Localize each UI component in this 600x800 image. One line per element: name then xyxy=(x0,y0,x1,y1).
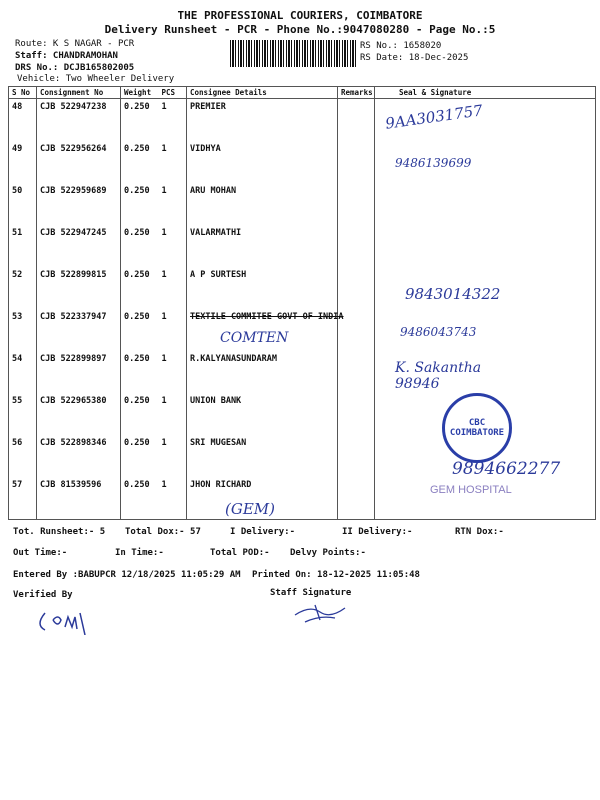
col-weight: Weight xyxy=(121,87,159,99)
row-sno: 51 xyxy=(9,225,37,267)
handwritten-r48: 9AA3031757 xyxy=(384,101,484,133)
row-sno: 52 xyxy=(9,267,37,309)
row-consignment-no: CJB 522947245 xyxy=(37,225,121,267)
row-sno: 54 xyxy=(9,351,37,393)
vehicle: Vehicle: Two Wheeler Delivery xyxy=(17,74,175,84)
printed-on: Printed On: 18-12-2025 11:05:48 xyxy=(252,570,420,580)
row-consignee: ARU MOHAN xyxy=(187,183,338,225)
rs-number: RS No.: 1658020 xyxy=(360,41,442,51)
row-consignee: UNION BANK xyxy=(187,393,338,435)
barcode xyxy=(230,40,358,67)
rs-date: RS Date: 18-Dec-2025 xyxy=(360,53,469,63)
col-sno: S No xyxy=(9,87,37,99)
row-weight: 0.250 xyxy=(121,99,159,142)
row-weight: 0.250 xyxy=(121,267,159,309)
row-weight: 0.250 xyxy=(121,393,159,435)
row-consignment-no: CJB 522959689 xyxy=(37,183,121,225)
union-bank-stamp: CBC COIMBATORE xyxy=(442,393,512,463)
ii-delivery: II Delivery:- xyxy=(342,527,413,537)
row-consignee: VIDHYA xyxy=(187,141,338,183)
in-time: In Time:- xyxy=(115,548,164,558)
col-pcs: PCS xyxy=(159,87,187,99)
row-consignment-no: CJB 522337947 xyxy=(37,309,121,351)
gem-hospital-stamp: GEM HOSPITAL xyxy=(430,484,512,496)
row-pcs: 1 xyxy=(159,477,187,520)
row-sno: 50 xyxy=(9,183,37,225)
verified-by: Verified By xyxy=(13,590,73,600)
row-weight: 0.250 xyxy=(121,309,159,351)
table-row xyxy=(9,99,596,142)
total-dox: Total Dox:- 57 xyxy=(125,527,201,537)
table-row xyxy=(9,309,596,351)
row-pcs: 1 xyxy=(159,183,187,225)
handwritten-r52: 9843014322 xyxy=(405,285,501,303)
route: Route: K S NAGAR - PCR xyxy=(15,39,135,49)
row-consignment-no: CJB 522947238 xyxy=(37,99,121,142)
row-consignment-no: CJB 522899815 xyxy=(37,267,121,309)
row-consignee: SRI MUGESAN xyxy=(187,435,338,477)
row-remarks xyxy=(338,141,375,183)
row-pcs: 1 xyxy=(159,309,187,351)
handwritten-r53a: COMTEN xyxy=(220,330,289,346)
staff: Staff: CHANDRAMOHAN xyxy=(15,51,118,61)
tot-runsheet: Tot. Runsheet:- 5 xyxy=(13,527,106,537)
row-consignment-no: CJB 81539596 xyxy=(37,477,121,520)
handwritten-r53b: 9486043743 xyxy=(400,325,477,339)
row-pcs: 1 xyxy=(159,435,187,477)
row-consignment-no: CJB 522899897 xyxy=(37,351,121,393)
row-sno: 49 xyxy=(9,141,37,183)
row-weight: 0.250 xyxy=(121,183,159,225)
row-remarks xyxy=(338,183,375,225)
handwritten-r57: (GEM) xyxy=(225,500,275,518)
row-sno: 56 xyxy=(9,435,37,477)
row-consignment-no: CJB 522898346 xyxy=(37,435,121,477)
row-pcs: 1 xyxy=(159,99,187,142)
col-remarks: Remarks xyxy=(338,87,375,99)
row-remarks xyxy=(338,225,375,267)
row-sno: 48 xyxy=(9,99,37,142)
row-remarks xyxy=(338,351,375,393)
row-remarks xyxy=(338,267,375,309)
row-pcs: 1 xyxy=(159,141,187,183)
row-consignee: VALARMATHI xyxy=(187,225,338,267)
row-weight: 0.250 xyxy=(121,225,159,267)
out-time: Out Time:- xyxy=(13,548,68,558)
rtn-dox: RTN Dox:- xyxy=(455,527,504,537)
table-row xyxy=(9,141,596,183)
row-pcs: 1 xyxy=(159,267,187,309)
total-pod: Total POD:- xyxy=(210,548,270,558)
handwritten-r49: 9486139699 xyxy=(395,156,472,170)
drs-number: DRS No.: DCJB165802005 xyxy=(15,63,135,73)
row-consignee: A P SURTESH xyxy=(187,267,338,309)
row-seal-signature xyxy=(375,183,596,225)
row-weight: 0.250 xyxy=(121,477,159,520)
table-row xyxy=(9,351,596,393)
row-pcs: 1 xyxy=(159,393,187,435)
table-row xyxy=(9,225,596,267)
row-weight: 0.250 xyxy=(121,435,159,477)
staff-signature xyxy=(290,600,350,625)
row-consignee: R.KALYANASUNDARAM xyxy=(187,351,338,393)
row-pcs: 1 xyxy=(159,225,187,267)
row-consignee: PREMIER xyxy=(187,99,338,142)
row-sno: 57 xyxy=(9,477,37,520)
company-name: THE PROFESSIONAL COURIERS, COIMBATORE xyxy=(177,9,423,22)
col-consignment: Consignment No xyxy=(37,87,121,99)
table-row xyxy=(9,267,596,309)
row-seal-signature xyxy=(375,225,596,267)
handwritten-r54: K. Sakantha 98946 xyxy=(395,360,482,392)
row-remarks xyxy=(338,99,375,142)
row-weight: 0.250 xyxy=(121,351,159,393)
row-consignee: TEXTILE COMMITEE GOVT OF INDIA xyxy=(187,309,338,351)
row-remarks xyxy=(338,393,375,435)
col-consignee: Consignee Details xyxy=(187,87,338,99)
row-consignment-no: CJB 522956264 xyxy=(37,141,121,183)
staff-signature-label: Staff Signature xyxy=(270,588,352,598)
row-consignee: JHON RICHARD xyxy=(187,477,338,520)
row-consignment-no: CJB 522965380 xyxy=(37,393,121,435)
i-delivery: I Delivery:- xyxy=(230,527,296,537)
row-weight: 0.250 xyxy=(121,141,159,183)
row-sno: 53 xyxy=(9,309,37,351)
handwritten-r56: 9894662277 xyxy=(452,459,561,479)
entered-by: Entered By :BABUPCR 12/18/2025 11:05:29 AM xyxy=(13,570,241,580)
row-sno: 55 xyxy=(9,393,37,435)
row-remarks xyxy=(338,435,375,477)
delvy-points: Delvy Points:- xyxy=(290,548,366,558)
row-pcs: 1 xyxy=(159,351,187,393)
table-row xyxy=(9,183,596,225)
row-remarks xyxy=(338,477,375,520)
verifier-signature xyxy=(35,605,95,635)
col-seal-signature: Seal & Signature xyxy=(375,87,596,99)
runsheet-title: Delivery Runsheet - PCR - Phone No.:9047080280 - Page No.:5 xyxy=(104,23,496,36)
runsheet-table xyxy=(8,86,596,520)
